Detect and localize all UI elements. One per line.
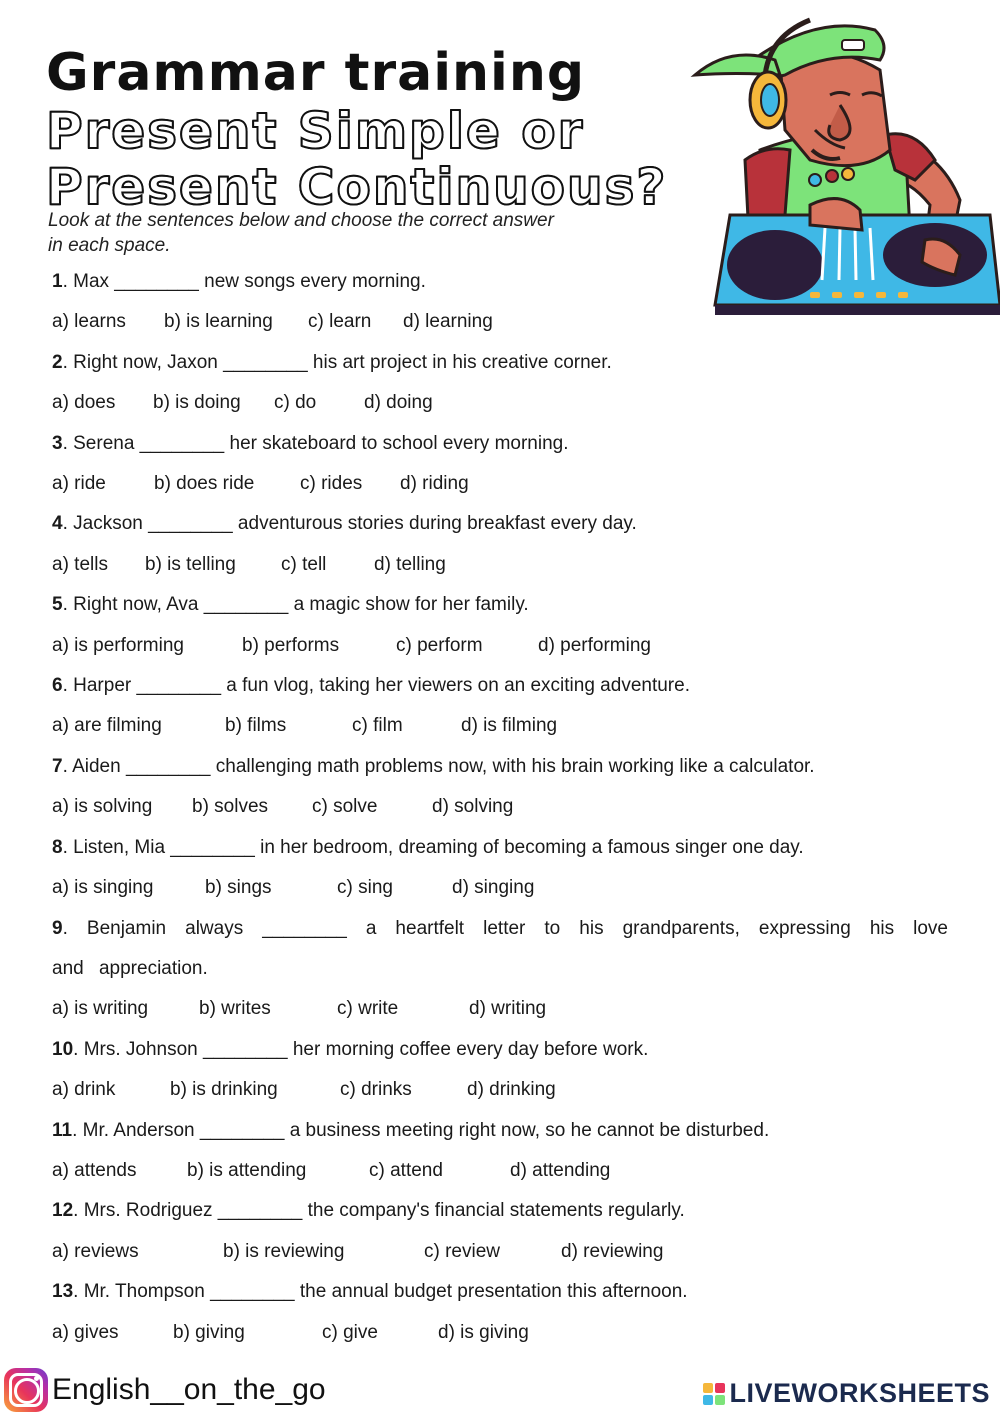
question-sentence: . Serena ________ her skateboard to school every morning. — [62, 432, 569, 454]
question-number: 2 — [52, 351, 63, 373]
answer-options — [52, 545, 948, 585]
option-b[interactable]: b) solves — [192, 796, 269, 818]
question-number: 11 — [52, 1119, 73, 1141]
option-a[interactable]: a) are filming — [52, 715, 162, 737]
question-sentence: . Benjamin always ________ a heartfelt letter to his grandparents, expressing his love and appreciation. — [52, 917, 948, 979]
question-sentence: . Right now, Jaxon ________ his art project in his creative corner. — [62, 351, 612, 373]
question-text — [52, 424, 948, 464]
option-a[interactable]: a) attends — [52, 1159, 137, 1181]
question-sentence: . Max ________ new songs every morning. — [62, 271, 426, 292]
option-c[interactable]: c) learn — [308, 311, 372, 333]
option-c[interactable]: c) do — [274, 392, 317, 414]
question-text — [52, 909, 948, 990]
option-c[interactable]: c) solve — [312, 796, 378, 818]
answer-options — [52, 868, 948, 908]
answer-options — [52, 626, 948, 666]
liveworksheets-logo-icon — [703, 1383, 725, 1405]
question-number: 5 — [52, 594, 63, 616]
question-sentence: . Harper ________ a fun vlog, taking her viewers on an exciting adventure. — [62, 675, 690, 697]
option-a[interactable]: a) learns — [52, 311, 126, 333]
option-a[interactable]: a) is solving — [52, 796, 153, 818]
question-item — [52, 1272, 948, 1353]
option-c[interactable]: c) write — [337, 998, 399, 1020]
option-b[interactable]: b) is learning — [164, 311, 273, 333]
answer-options — [52, 787, 948, 827]
question-number: 1 — [52, 271, 63, 292]
option-d[interactable]: d) performing — [538, 634, 651, 656]
option-a[interactable]: a) tells — [52, 553, 108, 575]
question-text — [52, 828, 948, 868]
answer-options — [52, 1232, 948, 1272]
question-sentence: . Mrs. Rodriguez ________ the company's financial statements regularly. — [73, 1200, 685, 1222]
option-d[interactable]: d) attending — [510, 1159, 611, 1181]
answer-options — [52, 302, 948, 342]
option-b[interactable]: b) is attending — [187, 1159, 307, 1181]
option-d[interactable]: d) is filming — [461, 715, 558, 737]
option-b[interactable]: b) performs — [242, 634, 340, 656]
worksheet-subtitle-line-1: Present Simple or — [46, 102, 585, 160]
question-item — [52, 262, 948, 343]
question-text — [52, 747, 948, 787]
answer-options — [52, 1313, 948, 1353]
option-c[interactable]: c) film — [352, 715, 403, 737]
option-b[interactable]: b) does ride — [154, 473, 255, 495]
question-item — [52, 1111, 948, 1192]
brand-footer — [703, 1378, 990, 1409]
option-d[interactable]: d) singing — [452, 877, 535, 899]
brand-name: LIVEWORKSHEETS — [729, 1378, 990, 1408]
question-text — [52, 504, 948, 544]
question-item — [52, 666, 948, 747]
option-d[interactable]: d) doing — [364, 392, 433, 414]
question-number: 6 — [52, 675, 63, 697]
option-b[interactable]: b) sings — [205, 877, 272, 899]
question-number: 13 — [52, 1281, 74, 1303]
option-b[interactable]: b) is telling — [145, 553, 236, 575]
question-number: 10 — [52, 1038, 74, 1060]
option-d[interactable]: d) riding — [400, 473, 469, 495]
question-number: 7 — [52, 755, 63, 777]
option-a[interactable]: a) is writing — [52, 998, 149, 1020]
option-c[interactable]: c) drinks — [340, 1079, 412, 1101]
question-item — [52, 424, 948, 505]
question-item — [52, 343, 948, 424]
option-c[interactable]: c) perform — [396, 634, 483, 656]
question-number: 3 — [52, 432, 63, 454]
option-b[interactable]: b) is drinking — [170, 1079, 278, 1101]
option-d[interactable]: d) reviewing — [561, 1240, 664, 1262]
question-item — [52, 1030, 948, 1111]
option-a[interactable]: a) ride — [52, 473, 106, 495]
option-a[interactable]: a) is performing — [52, 634, 184, 656]
option-c[interactable]: c) tell — [281, 553, 327, 575]
question-sentence: . Aiden ________ challenging math problems now, with his brain working like a calculator. — [62, 755, 815, 777]
answer-options — [52, 989, 948, 1029]
option-d[interactable]: d) writing — [469, 998, 547, 1020]
question-item — [52, 585, 948, 666]
worksheet-title: Grammar training — [46, 43, 586, 103]
question-text — [52, 1030, 948, 1070]
author-credit — [4, 1368, 326, 1412]
question-text — [52, 585, 948, 625]
question-item — [52, 747, 948, 828]
question-text — [52, 262, 948, 302]
question-sentence: . Right now, Ava ________ a magic show for her family. — [62, 594, 529, 616]
option-d[interactable]: d) telling — [374, 553, 446, 575]
option-a[interactable]: a) is singing — [52, 877, 154, 899]
question-text — [52, 1272, 948, 1312]
answer-options — [52, 383, 948, 423]
answer-options — [52, 1070, 948, 1110]
question-item — [52, 504, 948, 585]
option-d[interactable]: d) is giving — [438, 1321, 529, 1343]
option-b[interactable]: b) films — [225, 715, 287, 737]
instructions-text: Look at the sentences below and choose the correct answer in each space. — [48, 210, 554, 256]
answer-options — [52, 464, 948, 504]
option-c[interactable]: c) review — [424, 1240, 501, 1262]
question-item — [52, 828, 948, 909]
question-sentence: . Listen, Mia ________ in her bedroom, dreaming of becoming a famous singer one day. — [62, 836, 804, 858]
option-d[interactable]: d) drinking — [467, 1079, 556, 1101]
option-b[interactable]: b) is doing — [153, 392, 241, 414]
instagram-icon[interactable] — [4, 1368, 48, 1412]
worksheet-subtitle-line-2: Present Continuous? — [46, 158, 668, 216]
question-item — [52, 1191, 948, 1272]
option-b[interactable]: b) is reviewing — [223, 1240, 345, 1262]
question-text — [52, 1111, 948, 1151]
option-a[interactable]: a) gives — [52, 1321, 119, 1343]
option-a[interactable]: a) drink — [52, 1079, 116, 1101]
question-text — [52, 1191, 948, 1231]
option-b[interactable]: b) giving — [173, 1321, 245, 1343]
question-item — [52, 909, 948, 1030]
question-sentence: . Jackson ________ adventurous stories during breakfast every day. — [62, 513, 637, 535]
question-number: 9 — [52, 917, 63, 939]
answer-options — [52, 1151, 948, 1191]
option-a[interactable]: a) reviews — [52, 1240, 139, 1262]
question-number: 4 — [52, 513, 63, 535]
option-a[interactable]: a) does — [52, 392, 116, 414]
question-text — [52, 343, 948, 383]
option-c[interactable]: c) rides — [300, 473, 363, 495]
option-d[interactable]: d) solving — [432, 796, 514, 818]
question-sentence: . Mr. Anderson ________ a business meeting right now, so he cannot be disturbed. — [72, 1119, 770, 1141]
option-c[interactable]: c) sing — [337, 877, 393, 899]
question-sentence: . Mrs. Johnson ________ her morning coffee every day before work. — [73, 1038, 649, 1060]
option-c[interactable]: c) give — [322, 1321, 378, 1343]
option-c[interactable]: c) attend — [369, 1159, 443, 1181]
question-list — [52, 262, 948, 1353]
author-handle[interactable]: English__on_the_go — [52, 1373, 326, 1406]
question-text — [52, 666, 948, 706]
answer-options — [52, 706, 948, 746]
question-number: 12 — [52, 1200, 74, 1222]
option-d[interactable]: d) learning — [403, 311, 493, 333]
question-number: 8 — [52, 836, 63, 858]
question-sentence: . Mr. Thompson ________ the annual budget presentation this afternoon. — [73, 1281, 688, 1303]
option-b[interactable]: b) writes — [199, 998, 271, 1020]
